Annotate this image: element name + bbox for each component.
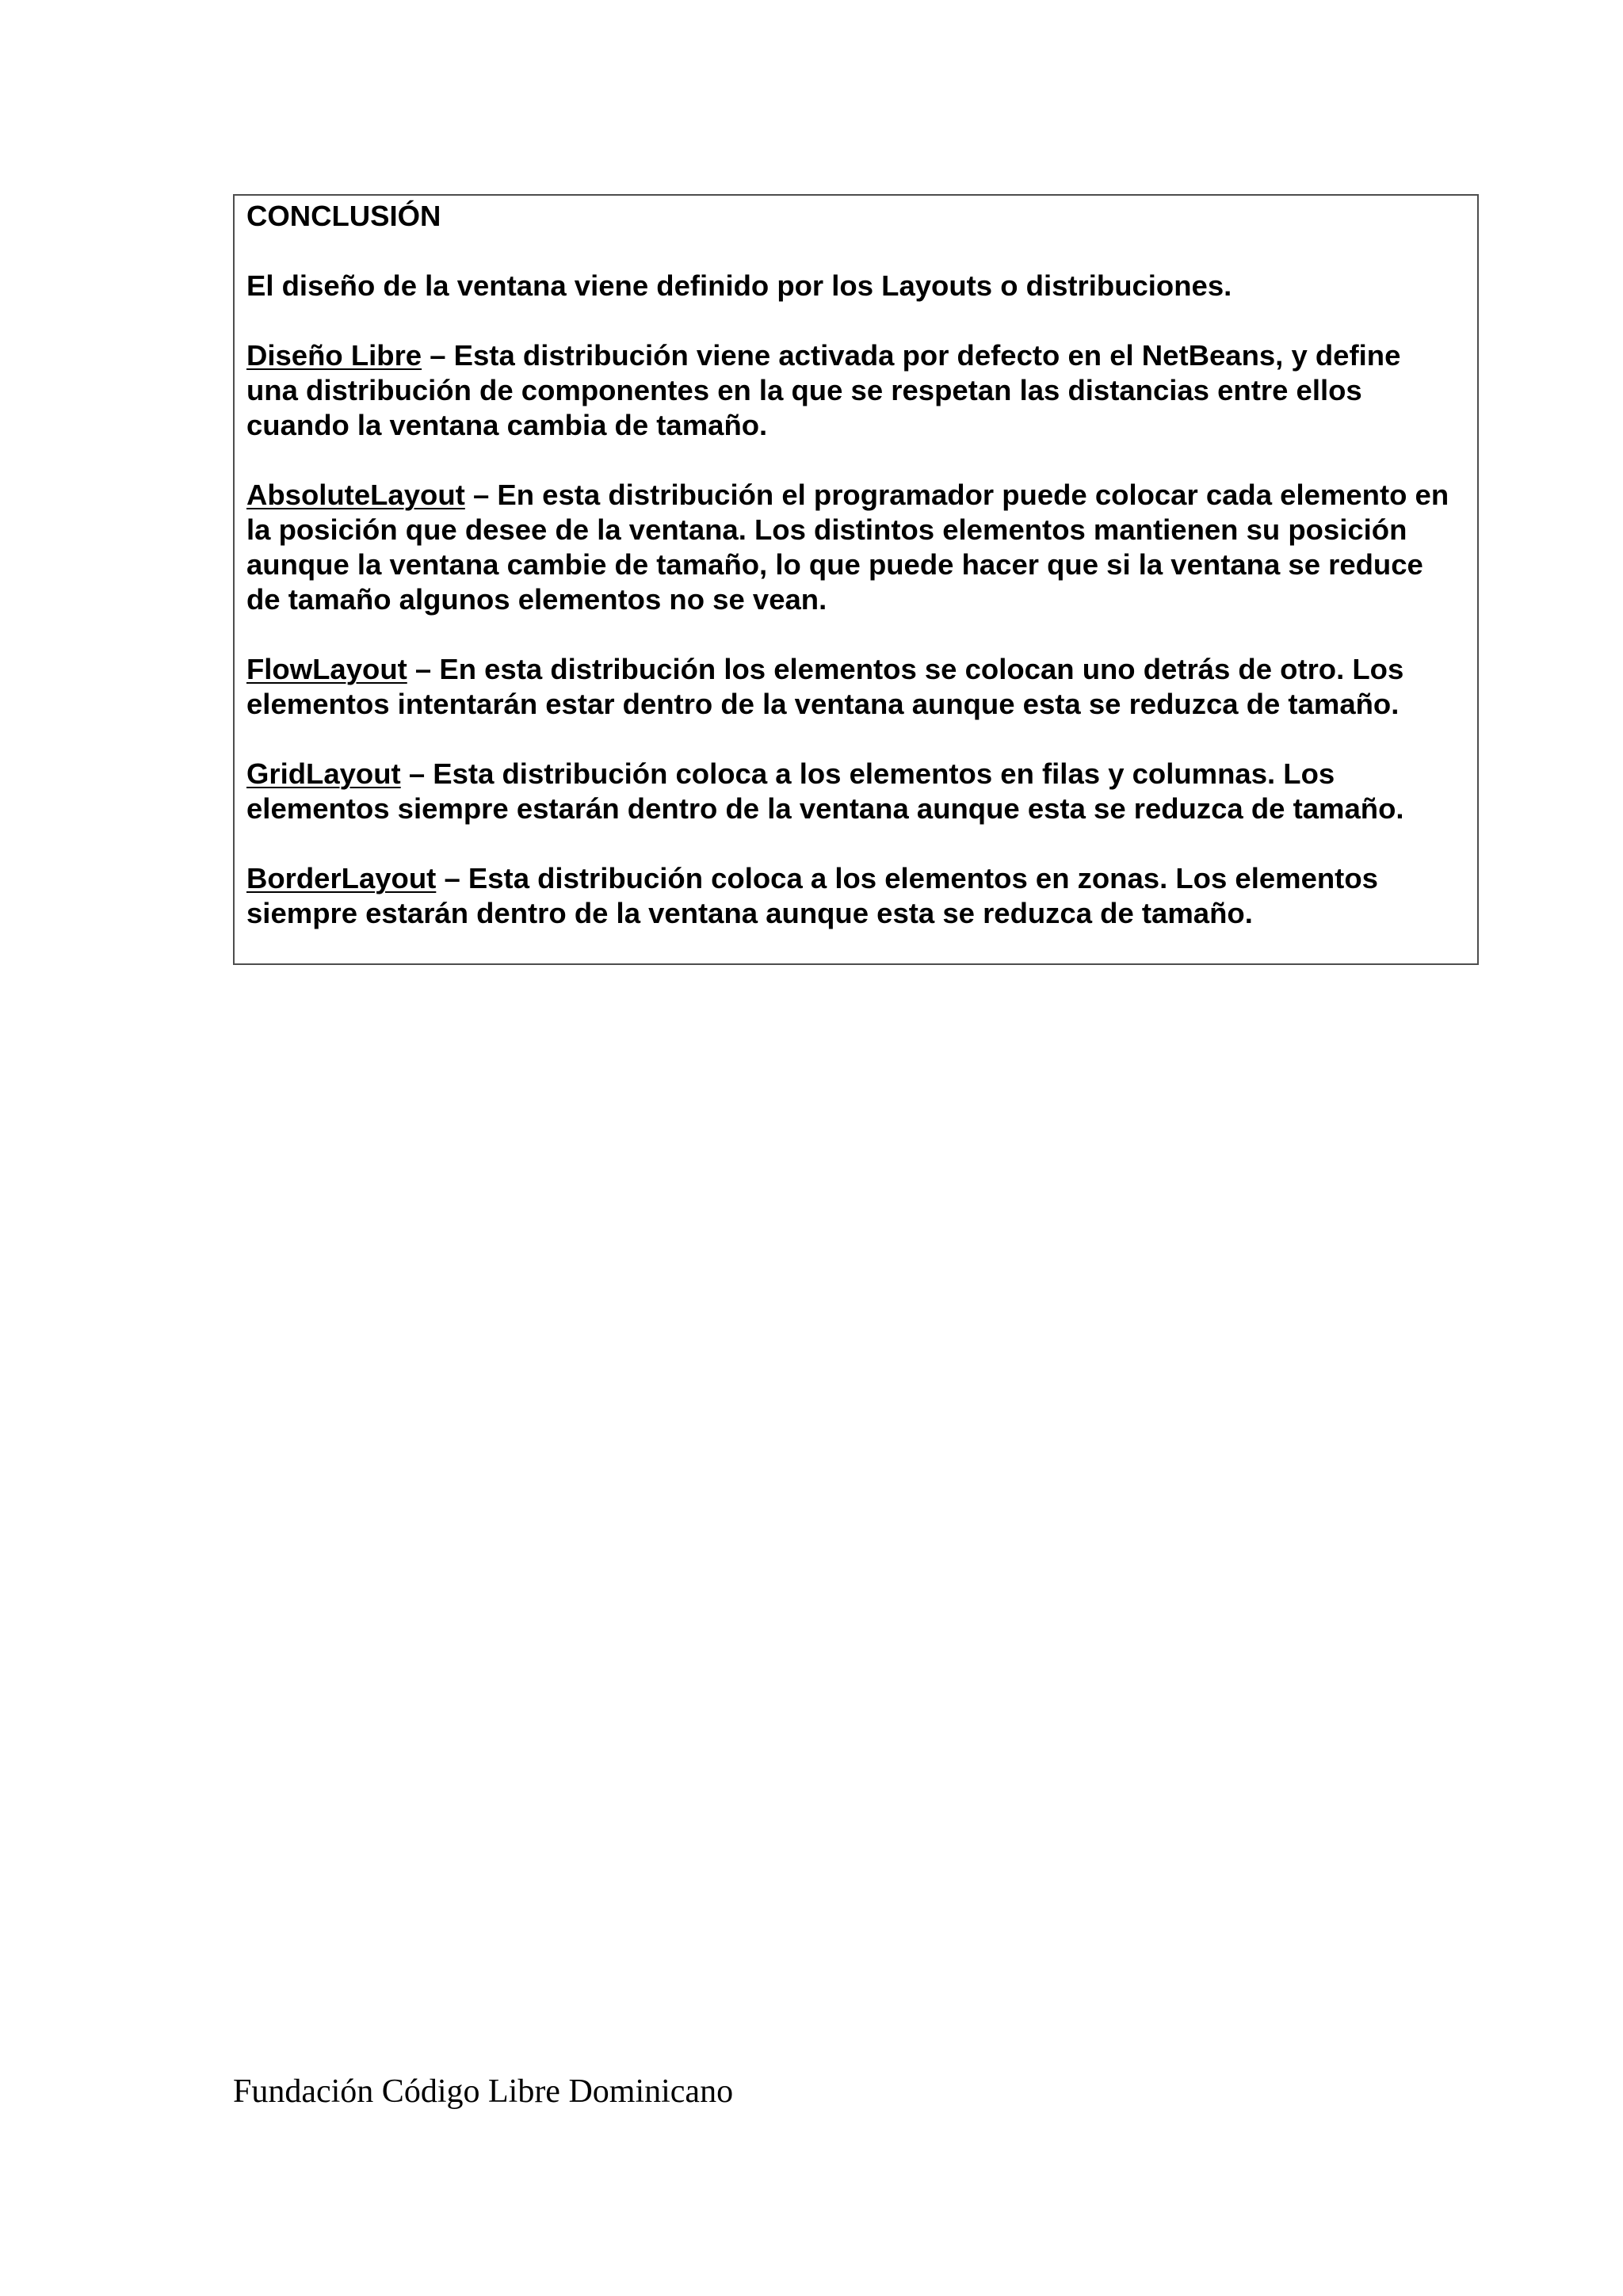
page-footer: Fundación Código Libre Dominicano [233, 2073, 734, 2110]
intro-paragraph: El diseño de la ventana viene definido por los Layouts o distribuciones. [246, 269, 1232, 302]
layout-term: AbsoluteLayout [246, 479, 465, 511]
conclusion-box [233, 194, 1479, 965]
layout-term: GridLayout [246, 757, 401, 790]
layout-paragraph-grid [246, 757, 1455, 826]
layout-description: – Esta distribución viene activada por defecto en el NetBeans, y define una distribución de componentes en la que se respetan las distancias entre ellos cuando la ventana cambia de tamaño. [246, 339, 1401, 441]
layout-term: FlowLayout [246, 653, 407, 685]
layout-term: Diseño Libre [246, 339, 422, 372]
layout-description: – Esta distribución coloca a los elementos en zonas. Los elementos siempre estarán dentro de la ventana aunque esta se reduzca de tamaño. [246, 862, 1378, 929]
layout-paragraph-diseno-libre [246, 338, 1455, 443]
layout-paragraph-border [246, 861, 1455, 931]
layout-term: BorderLayout [246, 862, 437, 894]
layout-description: – Esta distribución coloca a los elementos en filas y columnas. Los elementos siempre estarán dentro de la ventana aunque esta se reduzca de tamaño. [246, 757, 1404, 825]
layout-paragraph-absolute [246, 478, 1455, 617]
layout-description: – En esta distribución los elementos se colocan uno detrás de otro. Los elementos intentarán estar dentro de la ventana aunque esta se reduzca de tamaño. [246, 653, 1404, 720]
layout-paragraph-flow [246, 652, 1455, 722]
box-title: CONCLUSIÓN [246, 200, 441, 232]
layout-description: – En esta distribución el programador puede colocar cada elemento en la posición que desee de la ventana. Los distintos elementos mantienen su posición aunque la ventana cambie de tamaño, lo que puede hacer que si la ventana se reduce de tamaño algunos elementos no se vean. [246, 479, 1449, 616]
